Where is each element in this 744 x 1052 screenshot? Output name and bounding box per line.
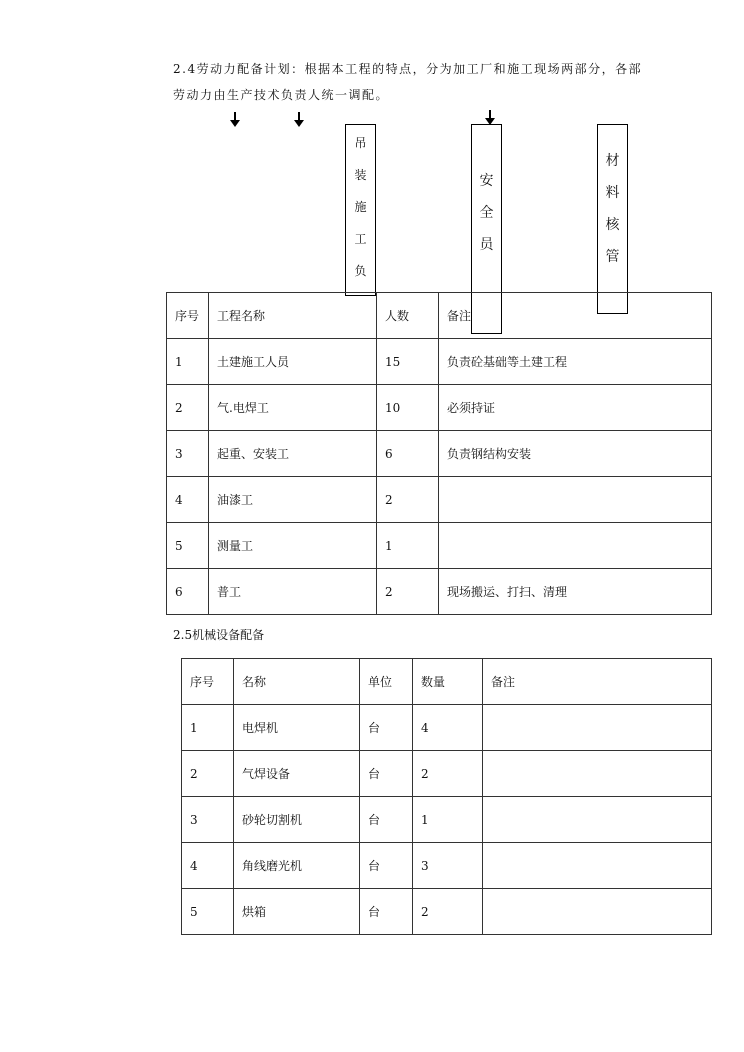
table-cell: 2 bbox=[182, 751, 234, 797]
arrow-down-icon bbox=[234, 112, 236, 122]
table-cell: 5 bbox=[167, 523, 209, 569]
table-header-row bbox=[182, 659, 712, 705]
table-cell: 数量 bbox=[413, 659, 483, 705]
table-cell: 3 bbox=[182, 797, 234, 843]
table-cell: 1 bbox=[182, 705, 234, 751]
table-row bbox=[182, 797, 712, 843]
table-cell: 起重、安装工 bbox=[209, 431, 377, 477]
table-row bbox=[167, 477, 712, 523]
box-char: 装 bbox=[354, 168, 367, 182]
box-char: 全 bbox=[479, 205, 494, 221]
table-cell: 2 bbox=[377, 477, 439, 523]
table-cell: 台 bbox=[360, 705, 413, 751]
table-cell: 序号 bbox=[182, 659, 234, 705]
table-cell: 台 bbox=[360, 797, 413, 843]
table-cell: 台 bbox=[360, 843, 413, 889]
box-char: 料 bbox=[605, 185, 620, 201]
table-row bbox=[182, 843, 712, 889]
table-cell: 负责砼基础等土建工程 bbox=[439, 339, 712, 385]
box-char: 吊 bbox=[354, 136, 367, 150]
table-cell bbox=[483, 843, 712, 889]
table-cell: 负责钢结构安装 bbox=[439, 431, 712, 477]
table-cell: 1 bbox=[377, 523, 439, 569]
table-cell: 电焊机 bbox=[234, 705, 360, 751]
table-cell: 气焊设备 bbox=[234, 751, 360, 797]
table-cell: 4 bbox=[413, 705, 483, 751]
table-cell bbox=[439, 477, 712, 523]
table-cell: 现场搬运、打扫、清理 bbox=[439, 569, 712, 615]
table-cell: 土建施工人员 bbox=[209, 339, 377, 385]
table-cell: 3 bbox=[413, 843, 483, 889]
table-cell: 2 bbox=[413, 751, 483, 797]
table-cell: 1 bbox=[167, 339, 209, 385]
paragraph-2-4: 2.4劳动力配备计划：根据本工程的特点，分为加工厂和施工现场两部分，各部 bbox=[173, 62, 643, 76]
table-row bbox=[182, 705, 712, 751]
box-char: 工 bbox=[354, 232, 367, 246]
table-cell: 2 bbox=[167, 385, 209, 431]
box-char: 核 bbox=[605, 217, 620, 233]
table-cell: 6 bbox=[167, 569, 209, 615]
table-cell: 砂轮切割机 bbox=[234, 797, 360, 843]
box-char: 负 bbox=[354, 264, 367, 278]
box-char: 安 bbox=[479, 173, 494, 189]
table-cell: 4 bbox=[182, 843, 234, 889]
labor-table bbox=[166, 292, 712, 615]
table-cell: 名称 bbox=[234, 659, 360, 705]
org-box-hoisting bbox=[345, 124, 376, 296]
box-char: 员 bbox=[479, 237, 494, 253]
table-cell: 油漆工 bbox=[209, 477, 377, 523]
table-cell: 5 bbox=[182, 889, 234, 935]
table-cell: 台 bbox=[360, 751, 413, 797]
equipment-table bbox=[181, 658, 712, 935]
table-row bbox=[167, 385, 712, 431]
table-row bbox=[167, 339, 712, 385]
table-cell: 必须持证 bbox=[439, 385, 712, 431]
table-cell: 角线磨光机 bbox=[234, 843, 360, 889]
table-cell: 备注 bbox=[439, 293, 712, 339]
table-row bbox=[182, 751, 712, 797]
table-cell: 测量工 bbox=[209, 523, 377, 569]
table-cell bbox=[483, 889, 712, 935]
table-cell: 单位 bbox=[360, 659, 413, 705]
table-cell: 3 bbox=[167, 431, 209, 477]
table-row bbox=[167, 523, 712, 569]
table-cell bbox=[483, 751, 712, 797]
table-cell bbox=[483, 797, 712, 843]
paragraph-2-4-cont: 劳动力由生产技术负责人统一调配。 bbox=[173, 88, 390, 102]
table-cell: 4 bbox=[167, 477, 209, 523]
box-char: 管 bbox=[605, 249, 620, 265]
box-char: 材 bbox=[605, 153, 620, 169]
table-cell: 气.电焊工 bbox=[209, 385, 377, 431]
table-cell: 备注 bbox=[483, 659, 712, 705]
table-row bbox=[167, 431, 712, 477]
table-cell: 10 bbox=[377, 385, 439, 431]
table-cell: 烘箱 bbox=[234, 889, 360, 935]
table-cell: 序号 bbox=[167, 293, 209, 339]
table-cell bbox=[483, 705, 712, 751]
table-cell: 台 bbox=[360, 889, 413, 935]
table-cell: 15 bbox=[377, 339, 439, 385]
table-cell: 人数 bbox=[377, 293, 439, 339]
org-box-materials bbox=[597, 124, 628, 314]
table-row bbox=[182, 889, 712, 935]
section-2-5-heading: 2.5机械设备配备 bbox=[173, 628, 265, 642]
table-cell: 2 bbox=[413, 889, 483, 935]
table-cell: 6 bbox=[377, 431, 439, 477]
table-cell: 工程名称 bbox=[209, 293, 377, 339]
table-row bbox=[167, 569, 712, 615]
table-cell bbox=[439, 523, 712, 569]
arrow-down-icon bbox=[298, 112, 300, 122]
table-cell: 普工 bbox=[209, 569, 377, 615]
box-char: 施 bbox=[354, 200, 367, 214]
table-header-row bbox=[167, 293, 712, 339]
arrow-down-icon bbox=[489, 110, 491, 120]
table-cell: 1 bbox=[413, 797, 483, 843]
table-cell: 2 bbox=[377, 569, 439, 615]
